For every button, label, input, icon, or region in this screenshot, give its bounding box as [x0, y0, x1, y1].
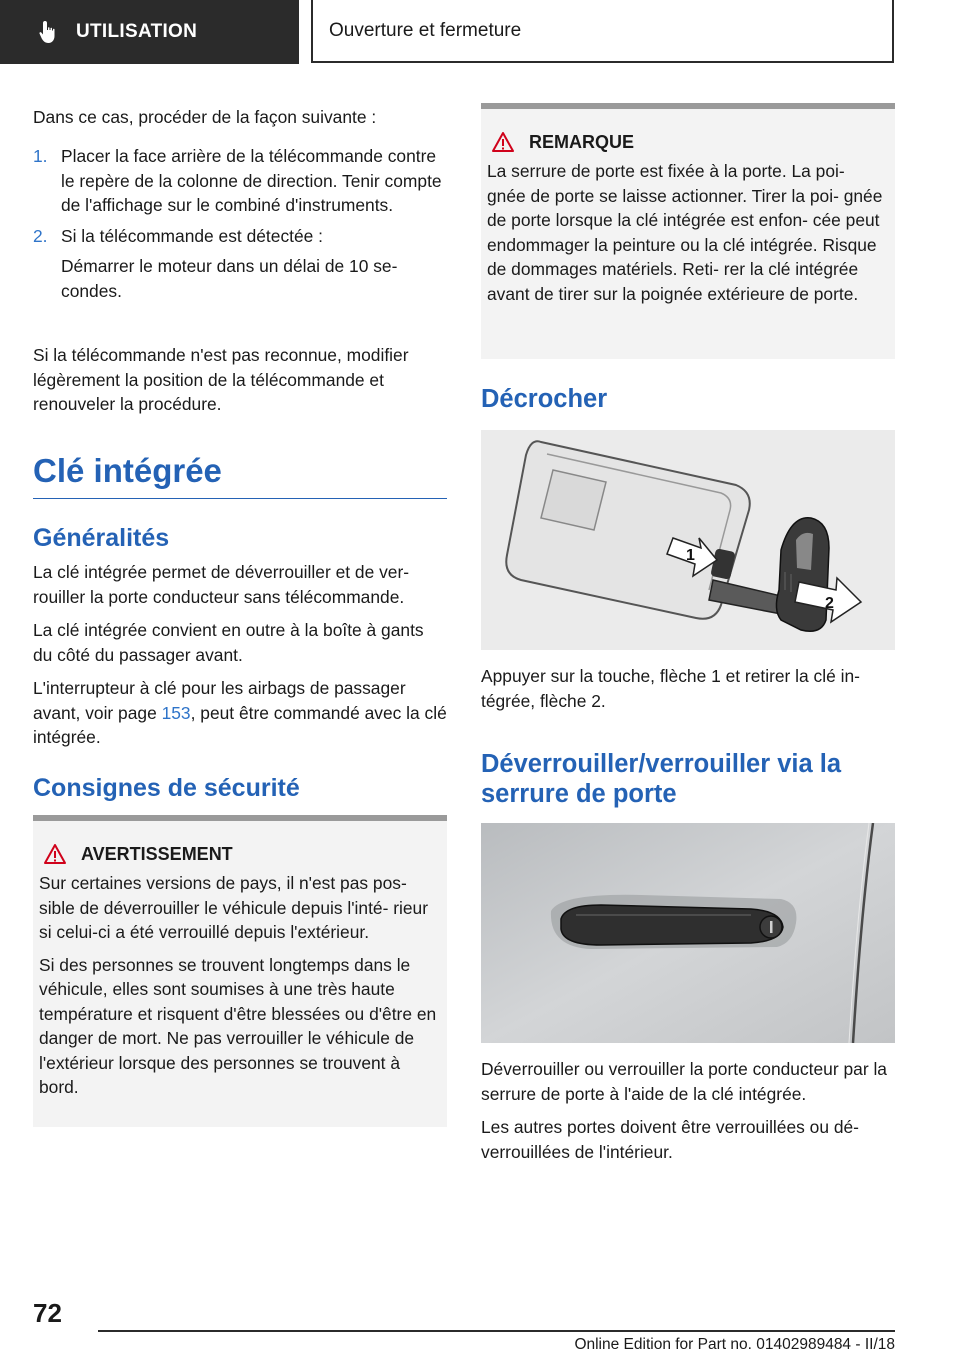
chapter-header — [311, 0, 894, 63]
paragraph: Les autres portes doivent être verrouillées ou dé‐ verrouillées de l'intérieur. — [481, 1117, 859, 1162]
step-sub-label: Démarrer le moteur dans un délai de 10 se‐ condes. — [61, 256, 398, 301]
paragraph: Si la télécommande n'est pas reconnue, modifier légèrement la position de la télécommande et renouveler la procédure. — [33, 345, 409, 414]
key-removal-figure — [481, 430, 895, 650]
door-handle-illustration — [481, 823, 895, 1043]
note-title-row — [487, 131, 887, 153]
hand-pointer-icon — [36, 19, 62, 45]
step-text: Placer la face arrière de la télécommande contre le repère de la colonne de direction. Tenir compte de l'affichage sur le combiné d'instruments. — [61, 146, 442, 215]
text-run: , peut être commandé avec la clé intégrée. — [33, 702, 447, 747]
page-link[interactable]: 153 — [161, 702, 191, 723]
page-number: 72 — [33, 1298, 62, 1328]
key-fob-illustration — [481, 430, 895, 650]
section-heading: Clé intégrée — [33, 452, 447, 499]
caution-triangle-icon — [491, 131, 515, 153]
warning-triangle-icon — [43, 843, 67, 865]
note-text: La serrure de porte est fixée à la porte. La poi‐ gnée de porte se laisse actionner. Tirer la poi‐ gnée de porte lorsque la clé intégrée est enfon‐ cée peut endommager la peinture ou la clé intégrée. Risque de dommages matériels. Reti‐ rer la clé intégrée avant de tirer sur la poignée extérieure de porte. — [487, 161, 883, 304]
warning-title: AVERTISSEMENT — [81, 843, 233, 864]
paragraph: Déverrouiller ou verrouiller la porte conducteur par la serrure de porte à l'aide de la clé intégrée. — [481, 1059, 887, 1104]
list-item — [33, 224, 447, 249]
arrow-2-label: 2 — [825, 595, 834, 612]
warning-title-row — [39, 843, 439, 865]
step-text: Si la télécommande est détectée : — [61, 225, 323, 246]
section-label: UTILISATION — [76, 21, 198, 42]
note-title: REMARQUE — [529, 131, 635, 152]
paragraph: Appuyer sur la touche, flèche 1 et retirer la clé in‐ tégrée, flèche 2. — [481, 666, 860, 711]
warning-text: Sur certaines versions de pays, il n'est pas pos‐ sible de déverrouiller le véhicule depuis l'inté‐ rieur si celui-ci a été verrouillé depuis l'extérieur. — [39, 873, 429, 942]
subheading-general: Généralités — [33, 524, 170, 552]
arrow-1-label: 1 — [686, 547, 695, 564]
warning-box — [33, 815, 447, 1127]
step-sub-text — [33, 254, 447, 303]
subheading-safety: Consignes de sécurité — [33, 774, 300, 802]
steps-list — [33, 144, 447, 303]
section-tab[interactable] — [0, 0, 299, 64]
door-lock-figure — [481, 823, 895, 1043]
paragraph: La clé intégrée permet de déverrouiller et de ver‐ rouiller la porte conducteur sans télécommande. — [33, 562, 410, 607]
paragraph: La clé intégrée convient en outre à la boîte à gants du côté du passager avant. — [33, 620, 424, 665]
step-number: 1. — [33, 146, 48, 166]
edition-text: Online Edition for Part no. 01402989484 - II/18 — [574, 1336, 895, 1353]
text-run: L'interrupteur à clé pour les airbags de passager avant, voir page — [33, 678, 406, 723]
list-item — [33, 144, 447, 218]
subheading-lock: Déverrouiller/verrouiller via la serrure de porte — [481, 750, 842, 808]
intro-text: Dans ce cas, procéder de la façon suivante : — [33, 107, 377, 127]
subheading-unhook: Décrocher — [481, 385, 608, 413]
step-number: 2. — [33, 225, 48, 246]
paragraph — [33, 676, 447, 750]
note-box — [481, 103, 895, 359]
footer-divider — [98, 1330, 895, 1332]
chapter-title: Ouverture et fermeture — [329, 19, 522, 41]
warning-text: Si des personnes se trouvent longtemps dans le véhicule, elles sont soumises à une très haute température et risquent d'être blessées ou d'être en danger de mort. Ne pas verrouiller le véhicule de l'extérieur lorsque des personnes se trouvent à bord. — [39, 954, 437, 1097]
